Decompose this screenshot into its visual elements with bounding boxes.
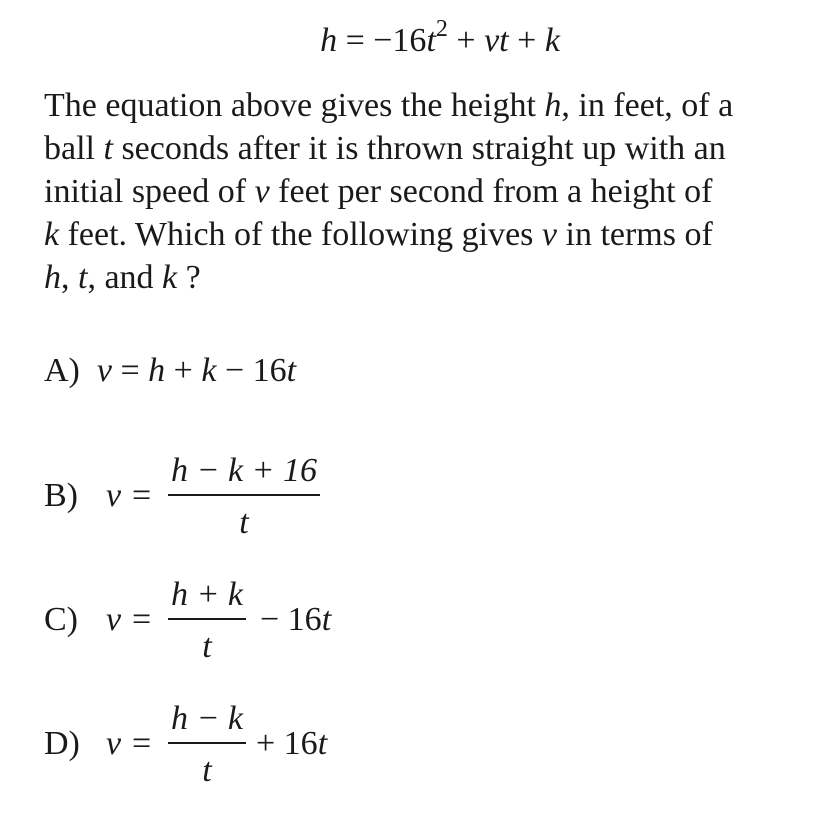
choice-a-eq: = <box>111 352 149 389</box>
eq-var-t-2: t <box>499 22 509 59</box>
choice-d-tail-var-t: t <box>317 725 328 762</box>
q4-text-b: in terms of <box>557 216 713 253</box>
question-line-2 <box>44 127 824 170</box>
q5-var-t: t <box>78 259 88 296</box>
q3-var-v: v <box>254 173 270 210</box>
choice-d-tail <box>256 725 327 763</box>
question-line-5 <box>44 256 824 299</box>
choice-c-fraction <box>168 576 246 666</box>
q4-var-k: k <box>44 216 60 253</box>
choice-b-fraction <box>168 452 320 542</box>
choice-b-eq: = <box>132 477 152 514</box>
q1-text-a: The equation above gives the height <box>44 87 545 124</box>
choice-d-eq: = <box>132 725 152 762</box>
q4-var-v: v <box>541 216 557 253</box>
q4-text-a: feet. Which of the following gives <box>59 216 542 253</box>
choice-a-minus: − 16 <box>216 352 287 389</box>
q5-text-a: , <box>61 259 78 296</box>
eq-plus-2: + <box>508 22 545 59</box>
choice-c-letter: C) <box>44 601 78 638</box>
choice-b-numerator: h − k + 16 <box>171 452 317 489</box>
q5-var-k: k <box>162 259 178 296</box>
question-line-4 <box>44 213 824 256</box>
q3-text-b: feet per second from a height of <box>269 173 713 210</box>
q2-var-t: t <box>103 130 113 167</box>
q5-var-h: h <box>44 259 61 296</box>
choice-d-denominator: t <box>202 752 212 789</box>
choice-a-var-v: v <box>96 352 112 389</box>
choice-d-letter: D) <box>44 725 80 762</box>
q5-text-c: ? <box>177 259 201 296</box>
choice-d-tail-text: + 16 <box>256 725 318 762</box>
choice-d-fraction <box>168 700 246 790</box>
choice-c-numerator: h + k <box>170 576 244 613</box>
choice-d-var-v: v <box>106 725 122 762</box>
q1-text-b: , in feet, of a <box>561 87 734 124</box>
q2-text-a: ball <box>44 130 104 167</box>
choice-b-fraction-bar <box>168 494 320 496</box>
q2-text-b: seconds after it is thrown straight up with an <box>112 130 726 167</box>
eq-plus-1: + <box>447 22 485 59</box>
choice-a-var-h: h <box>148 352 166 389</box>
question-line-3 <box>44 170 824 213</box>
given-equation <box>0 16 840 60</box>
choice-c-tail-var-t: t <box>321 601 332 638</box>
choice-d-numerator: h − k <box>170 700 244 737</box>
choice-c-denominator: t <box>202 628 212 665</box>
choice-a[interactable] <box>44 352 296 390</box>
choice-a-var-t: t <box>286 352 297 389</box>
eq-var-v: v <box>484 22 500 59</box>
choice-c-eq: = <box>132 601 152 638</box>
question-text <box>44 84 824 299</box>
choice-b-letter: B) <box>44 477 78 514</box>
question-line-1 <box>44 84 824 127</box>
choice-d-fraction-bar <box>168 742 246 744</box>
choice-c-tail <box>260 601 331 639</box>
eq-var-k: k <box>544 22 560 59</box>
choice-b-var-v: v <box>106 477 122 514</box>
eq-rhs-start: = −16 <box>337 22 427 59</box>
choice-a-plus: + <box>165 352 202 389</box>
choice-c-fraction-bar <box>168 618 246 620</box>
choice-a-var-k: k <box>201 352 217 389</box>
q3-text-a: initial speed of <box>44 173 255 210</box>
q1-var-h: h <box>544 87 562 124</box>
eq-var-h: h <box>320 22 338 59</box>
choice-a-letter: A) <box>44 352 80 389</box>
choice-c-var-v: v <box>106 601 122 638</box>
eq-exponent: 2 <box>435 16 448 42</box>
q5-text-b: , and <box>87 259 163 296</box>
eq-var-t: t <box>426 22 436 59</box>
choice-b-denominator: t <box>239 504 249 541</box>
choice-c-tail-text: − 16 <box>260 601 322 638</box>
